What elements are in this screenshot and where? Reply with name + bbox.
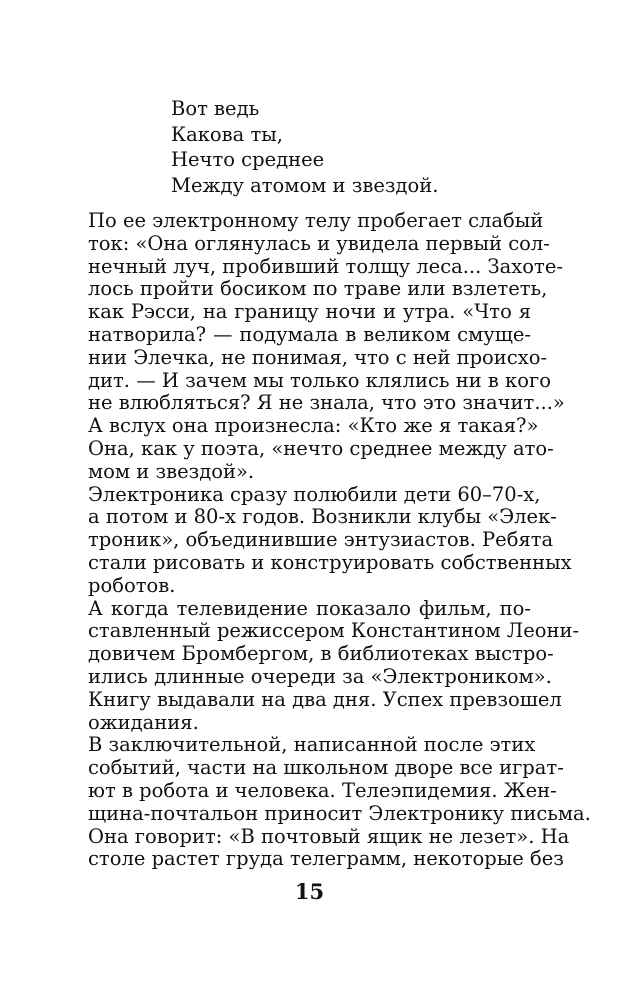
text-line: В заключительной, написанной после этих [88, 733, 536, 757]
text-line: А когда телевидение показало фильм, по- [88, 596, 531, 620]
text-line: ожидания. [88, 710, 199, 734]
text-line: Она, как у поэта, «нечто среднее между ато- [88, 436, 554, 460]
text-line: Книгу выдавали на два дня. Успех превзошел [88, 687, 562, 711]
text-line: щина-почтальон приносит Электронику письма. [88, 801, 591, 825]
paragraph-4 [88, 733, 591, 871]
text-line: роботов. [88, 573, 176, 597]
text-line: По ее электронному телу пробегает слабый [88, 209, 544, 232]
poem-line: Вот ведь [171, 97, 260, 120]
text-line: лось пройти босиком по траве или взлететь, [88, 277, 548, 301]
text-line: дит. — И зачем мы только клялись ни в кого [88, 368, 551, 392]
paragraph-1 [88, 209, 565, 484]
poem-line: Нечто среднее [171, 148, 325, 171]
text-line: не влюбляться? Я не знала, что это значит...» [88, 391, 565, 415]
paragraph-3 [88, 596, 580, 735]
poem-line: Какова ты, [171, 122, 283, 146]
text-line: довичем Бромбергом, в библиотеках выстро- [88, 642, 554, 666]
text-line: событий, части на школьном дворе все играт- [88, 756, 564, 780]
text-line: нечный луч, пробивший толщу леса... Захоте- [88, 254, 563, 278]
text-line: Электроника сразу полюбили дети 60–70-х, [88, 482, 541, 506]
text-line: как Рэсси, на границу ночи и утра. «Что я [88, 300, 531, 324]
page-number: 15 [294, 879, 325, 904]
text-line: а потом и 80-х годов. Возникли клубы «Элек- [88, 505, 557, 529]
text-line: мом и звездой». [88, 459, 255, 483]
text-line: ились длинные очереди за «Электроником». [88, 664, 552, 688]
text-line: ток: «Она оглянулась и увидела первый сол- [88, 231, 550, 255]
body-text [88, 209, 591, 871]
text-line: ют в робота и человека. Телеэпидемия. Жен- [88, 778, 557, 802]
paragraph-2 [88, 482, 572, 598]
text-line: нии Элечка, не понимая, что с ней происхо- [88, 345, 548, 369]
text-line: стали рисовать и конструировать собственных [88, 550, 572, 574]
text-line: троник», объединившие энтузиастов. Ребята [88, 528, 554, 552]
poem-excerpt [171, 96, 438, 198]
text-line: ставленный режиссером Константином Леони- [88, 619, 580, 643]
poem-line: Между атомом и звездой. [171, 173, 439, 197]
text-line: Она говорит: «В почтовый ящик не лезет». На [88, 824, 570, 848]
text-line: натворила? — подумала в великом смуще- [88, 322, 531, 346]
text-line: А вслух она произнесла: «Кто же я такая?» [88, 414, 539, 438]
text-line: столе растет груда телеграмм, некоторые без [88, 847, 564, 871]
